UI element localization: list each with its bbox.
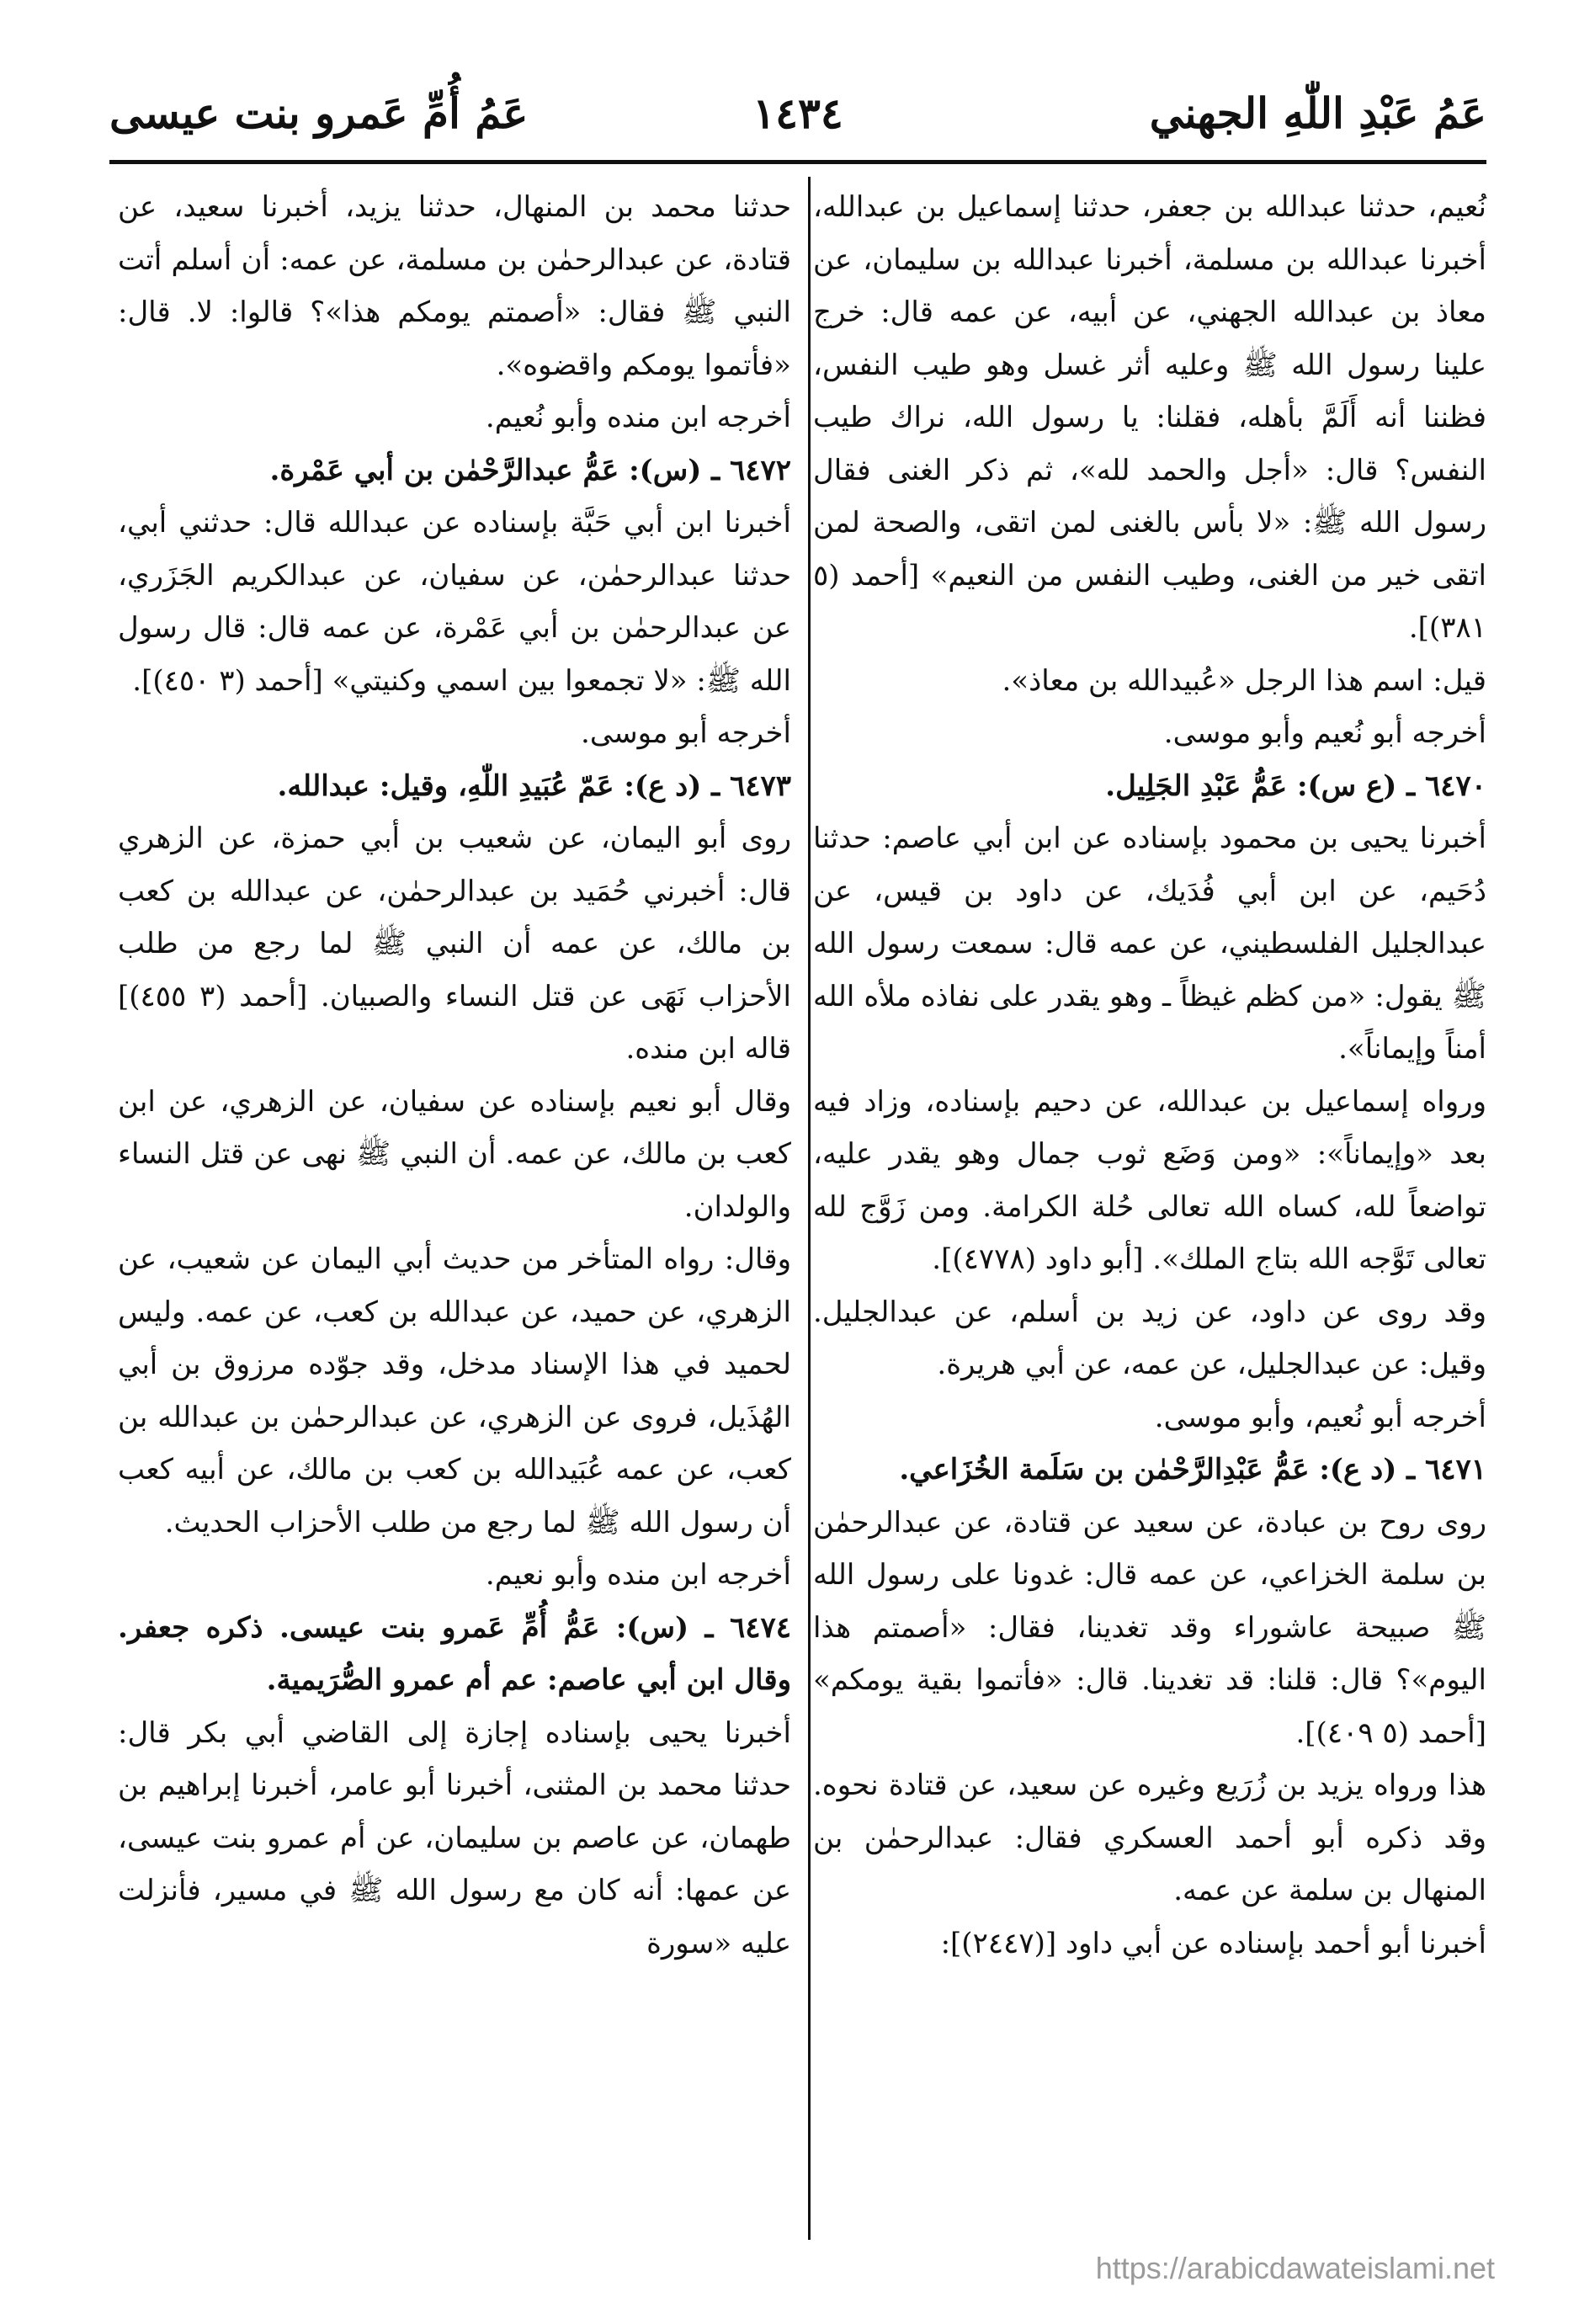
paragraph: أخبرنا ابن أبي حَبَّة بإسناده عن عبدالله قال: حدثني أبي، حدثنا عبدالرحمٰن، عن سفيان، عن عبدالكريم الجَزَري، عن عبدالرحمٰن بن أبي عَمْرة، عن عمه قال: قال رسول الله ﷺ: «لا تجمعوا بين اسمي وكنيتي» [أحمد (٣ ٤٥٠)]. [118,506,791,698]
paragraph: قيل: اسم هذا الرجل «عُبيدالله بن معاذ». [1002,663,1486,698]
paragraph: نُعيم، حدثنا عبدالله بن جعفر، حدثنا إسماعيل بن عبدالله، أخبرنا عبدالله بن مسلمة، أخبرنا عبدالله بن سليمان، عن معاذ بن عبدالله الجهني، عن أبيه، عن عمه قال: خرج علينا رسول الله ﷺ وعليه أثر غسل وهو طيب النفس، فظننا أنه أَلَمَّ بأهله، فقلنا: يا رسول الله، نراك طيب النفس؟ قال: «أجل والحمد لله»، ثم ذكر الغنى فقال رسول الله ﷺ: «لا بأس بالغنى لمن اتقى، والصحة لمن اتقى خير من الغنى، وطيب النفس من النعيم» [أحمد (٥ ٣٨١)]. [813,190,1486,645]
entry-heading: ٦٤٧١ ـ (د ع): عَمُّ عَبْدِالرَّحْمٰن بن سَلَمة الخُزَاعي. [899,1453,1486,1486]
paragraph: أخبرنا يحيى بن محمود بإسناده عن ابن أبي عاصم: حدثنا دُحَيم، عن ابن أبي فُدَيك، عن داود بن قيس، عن عبدالجليل الفلسطيني، عن عمه قال: سمعت رسول الله ﷺ يقول: «من كظم غيظاً ـ وهو يقدر على نفاذه ملأه الله أمناً وإيماناً». [813,822,1486,1066]
paragraph: حدثنا محمد بن المنهال، حدثنا يزيد، أخبرنا سعيد، عن قتادة، عن عبدالرحمٰن بن مسلمة، عن عمه: أن أسلم أتت النبي ﷺ فقال: «أصمتم يومكم هذا»؟ قالوا: لا. قال: «فأتموا يومكم واقضوه». [118,190,791,382]
paragraph: وقال: رواه المتأخر من حديث أبي اليمان عن شعيب، عن الزهري، عن حميد، عن عبدالله بن كعب، عن عمه. وليس لحميد في هذا الإسناد مدخل، وقد جوّده مرزوق بن أبي الهُذَيل، فروى عن الزهري، عن عبدالرحمٰن بن عبدالله بن كعب، عن عمه عُبَيدالله بن كعب بن مالك، عن أبيه كعب أن رسول الله ﷺ لما رجع من طلب الأحزاب الحديث. [118,1242,791,1540]
paragraph: روى روح بن عبادة، عن سعيد عن قتادة، عن عبدالرحمٰن بن سلمة الخزاعي، عن عمه قال: غدونا على رسول الله ﷺ صبيحة عاشوراء وقد تغدينا، فقال: «أصمتم هذا اليوم»؟ قال: قلنا: قد تغدينا. قال: «فأتموا بقية يومكم» [أحمد (٥ ٤٠٩)]. [813,1505,1486,1750]
header-rule [109,160,1486,164]
paragraph: هذا ورواه يزيد بن زُرَيع وغيره عن سعيد، عن قتادة نحوه. وقد ذكره أبو أحمد العسكري فقال: عبدالرحمٰن بن المنهال بن سلمة عن عمه. [813,1768,1486,1907]
page-number: ١٤٣٤ [752,88,843,138]
left-column [118,181,791,1970]
right-column [813,181,1486,1970]
paragraph: أخرجه ابن منده وأبو نعيم. [485,1558,791,1592]
watermark-url: https://arabicdawateislami.net [1095,2251,1495,2285]
paragraph: أخرجه أبو موسى. [581,716,791,750]
column-divider [808,177,811,2240]
paragraph: أخرجه ابن منده وأبو نُعيم. [485,401,791,434]
paragraph: أخرجه أبو نُعيم، وأبو موسى. [1154,1400,1486,1434]
entry-heading: ٦٤٧٢ ـ (س): عَمُّ عبدالرَّحْمٰن بن أبي عَمْرة. [269,453,791,487]
paragraph: وقد روى عن داود، عن زيد بن أسلم، عن عبدالجليل. وقيل: عن عبدالجليل، عن عمه، عن أبي هريرة. [813,1295,1486,1381]
paragraph: ورواه إسماعيل بن عبدالله، عن دحيم بإسناده، وزاد فيه بعد «وإيماناً»: «ومن وَضَع ثوب جمال وهو يقدر عليه، تواضعاً لله، كساه الله تعالى حُلة الكرامة. ومن زَوَّج لله تعالى تَوَّجه الله بتاج الملك». [أبو داود (٤٧٧٨)]. [813,1084,1486,1276]
paragraph: روى أبو اليمان، عن شعيب بن أبي حمزة، عن الزهري قال: أخبرني حُمَيد بن عبدالرحمٰن، عن عبدالله بن كعب بن مالك، عن عمه أن النبي ﷺ لما رجع من طلب الأحزاب نَهَى عن قتل النساء والصبيان. [أحمد (٣ ٤٥٥)] قاله ابن منده. [118,822,791,1066]
entry-heading: ٦٤٧٠ ـ (ع س): عَمُّ عَبْدِ الجَلِيل. [1105,768,1486,803]
running-title-right: عَمُ عَبْدِ اللّٰهِ الجهني [1149,88,1486,138]
page-header [109,80,1486,156]
entry-heading: ٦٤٧٤ ـ (س): عَمُّ أُمِّ عَمرو بنت عيسى. ذكره جعفر. وقال ابن أبي عاصم: عم أم عمرو الصُّرَيمية. [118,1610,791,1697]
paragraph: أخرجه أبو نُعيم وأبو موسى. [1163,716,1486,750]
paragraph: وقال أبو نعيم بإسناده عن سفيان، عن الزهري، عن ابن كعب بن مالك، عن عمه. أن النبي ﷺ نهى عن قتل النساء والولدان. [118,1084,791,1224]
running-title-left: عَمُ أُمِّ عَمرو بنت عيسى [109,88,529,138]
entry-heading: ٦٤٧٣ ـ (د ع): عَمّ عُبَيدِ اللّٰهِ، وقيل: عبدالله. [277,768,791,803]
paragraph: أخبرنا أبو أحمد بإسناده عن أبي داود [(٢٤٤٧)]: [940,1926,1486,1960]
paragraph: أخبرنا يحيى بإسناده إجازة إلى القاضي أبي بكر قال: حدثنا محمد بن المثنى، أخبرنا أبو عامر، أخبرنا إبراهيم بن طهمان، عن عاصم بن سليمان، عن أم عمرو بنت عيسى، عن عمها: أنه كان مع رسول الله ﷺ في مسير، فأنزلت عليه «سورة [118,1715,791,1960]
